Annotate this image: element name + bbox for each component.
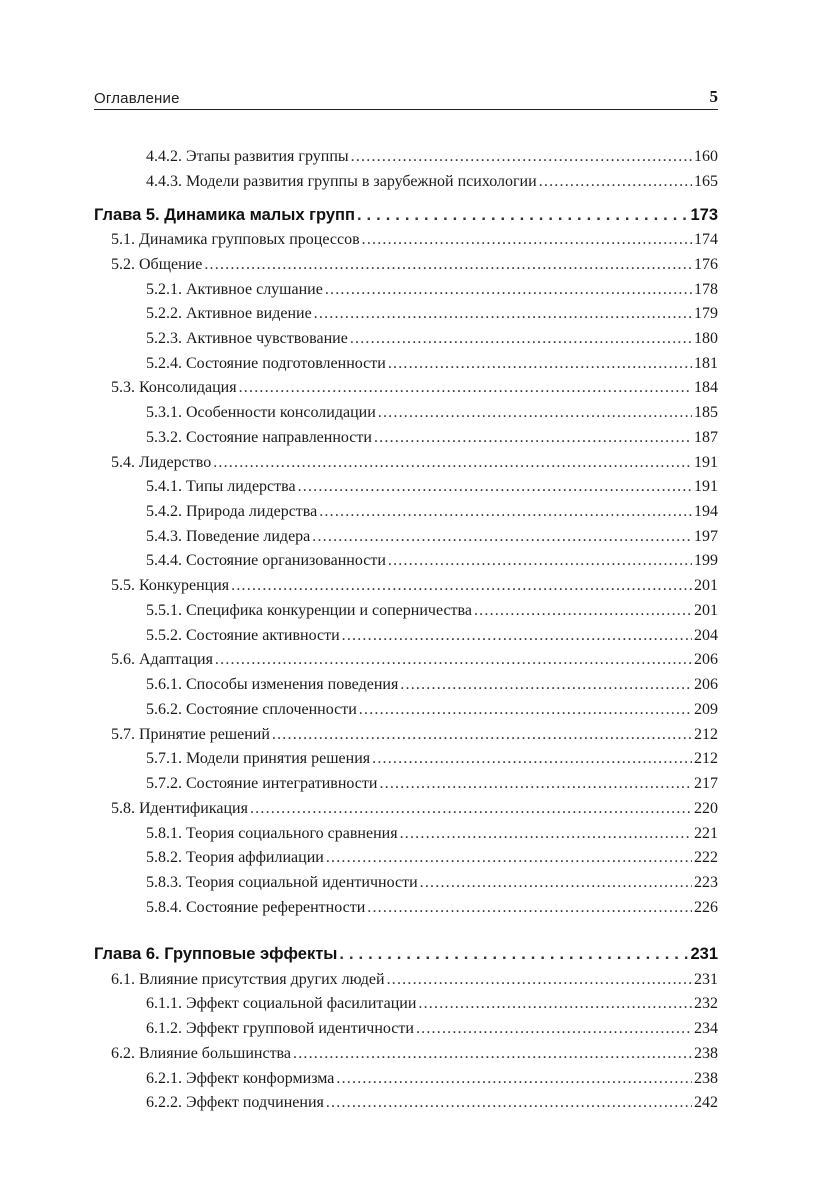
toc-entry[interactable] <box>94 402 718 424</box>
entry-page: 194 <box>694 503 718 520</box>
entry-number: 5.2. <box>111 256 135 273</box>
entry-title: Активное слушание <box>186 281 323 298</box>
page-number: 5 <box>709 87 718 106</box>
dot-leader <box>204 254 692 276</box>
toc-entry[interactable] <box>94 550 718 572</box>
toc-chapter[interactable] <box>94 943 718 965</box>
toc-entry[interactable] <box>94 847 718 869</box>
entry-title: Модели развития группы в зарубежной психологии <box>186 173 537 190</box>
entry-number: 5.8.1. <box>146 825 182 842</box>
entry-title: Эффект социальной фасилитации <box>186 995 417 1012</box>
entry-page: 204 <box>694 627 718 644</box>
dot-leader <box>362 229 692 251</box>
toc-entry[interactable] <box>94 476 718 498</box>
toc-entry[interactable] <box>94 353 718 375</box>
entry-page: 223 <box>694 874 718 891</box>
dot-leader <box>314 303 692 325</box>
toc-entry[interactable] <box>94 773 718 795</box>
entry-title: Модели принятия решения <box>186 750 371 767</box>
dot-leader <box>250 798 692 820</box>
dot-leader <box>372 748 692 770</box>
entry-title: Состояние активности <box>186 627 340 644</box>
dot-leader <box>326 1092 692 1114</box>
dot-leader <box>388 550 692 572</box>
chapter-number: Глава 6. <box>94 945 160 963</box>
entry-number: 5.3.1. <box>146 404 182 421</box>
dot-leader <box>326 847 692 869</box>
entry-number: 5.5.2. <box>146 627 182 644</box>
dot-leader <box>416 1018 692 1040</box>
entry-title: Влияние присутствия других людей <box>139 971 385 988</box>
dot-leader <box>359 699 692 721</box>
entry-page: 221 <box>694 825 718 842</box>
entry-page: 212 <box>694 726 718 743</box>
entry-title: Состояние референтности <box>186 899 366 916</box>
dot-leader <box>351 146 692 168</box>
chapter-number: Глава 5. <box>94 206 160 224</box>
dot-leader <box>357 204 688 226</box>
toc-entry[interactable] <box>94 969 718 991</box>
toc-entry[interactable] <box>94 1092 718 1114</box>
entry-page: 209 <box>694 701 718 718</box>
entry-page: 242 <box>694 1094 718 1111</box>
entry-number: 5.5.1. <box>146 602 182 619</box>
toc-entry[interactable] <box>94 649 718 671</box>
chapter-page: 231 <box>690 945 718 963</box>
toc-chapter[interactable] <box>94 204 718 226</box>
toc-entry[interactable] <box>94 600 718 622</box>
entry-title: Специфика конкуренции и соперничества <box>186 602 472 619</box>
toc-entry[interactable] <box>94 823 718 845</box>
entry-title: Состояние интегративности <box>186 775 378 792</box>
entry-page: 176 <box>694 256 718 273</box>
entry-number: 5.7.1. <box>146 750 182 767</box>
entry-title: Лидерство <box>139 454 212 471</box>
entry-page: 231 <box>694 971 718 988</box>
entry-number: 6.1.2. <box>146 1020 182 1037</box>
entry-page: 160 <box>694 148 718 165</box>
toc-entry[interactable] <box>94 279 718 301</box>
toc-entry[interactable] <box>94 1043 718 1065</box>
entry-title: Адаптация <box>139 651 213 668</box>
dot-leader <box>231 575 692 597</box>
toc-entry[interactable] <box>94 171 718 193</box>
chapter-title: Динамика малых групп <box>164 206 355 224</box>
entry-number: 6.2. <box>111 1045 135 1062</box>
dot-leader <box>350 328 692 350</box>
toc-entry[interactable] <box>94 724 718 746</box>
entry-number: 5.8.4. <box>146 899 182 916</box>
entry-number: 5.2.3. <box>146 330 182 347</box>
dot-leader <box>342 625 692 647</box>
entry-page: 217 <box>694 775 718 792</box>
toc-entry[interactable] <box>94 328 718 350</box>
dot-leader <box>215 649 692 671</box>
entry-title: Идентификация <box>139 800 248 817</box>
chapter-page: 173 <box>690 206 718 224</box>
entry-page: 185 <box>694 404 718 421</box>
entry-number: 5.1. <box>111 231 135 248</box>
entry-title: Конкуренция <box>139 577 230 594</box>
toc-entry[interactable] <box>94 748 718 770</box>
entry-number: 4.4.3. <box>146 173 182 190</box>
entry-number: 5.8.3. <box>146 874 182 891</box>
entry-page: 222 <box>694 849 718 866</box>
entry-page: 197 <box>694 528 718 545</box>
entry-title: Теория аффилиации <box>186 849 324 866</box>
entry-number: 5.2.4. <box>146 355 182 372</box>
toc-entry[interactable] <box>94 427 718 449</box>
dot-leader <box>239 377 692 399</box>
entry-number: 5.7.2. <box>146 775 182 792</box>
entry-page: 206 <box>694 676 718 693</box>
dot-leader <box>336 1068 692 1090</box>
toc-entry[interactable] <box>94 1068 718 1090</box>
toc-entry[interactable] <box>94 897 718 919</box>
entry-page: 184 <box>694 379 718 396</box>
entry-page: 206 <box>694 651 718 668</box>
dot-leader <box>325 279 692 301</box>
dot-leader <box>213 452 692 474</box>
entry-number: 5.6.2. <box>146 701 182 718</box>
entry-page: 212 <box>694 750 718 767</box>
entry-title: Теория социальной идентичности <box>186 874 418 891</box>
entry-title: Консолидация <box>139 379 237 396</box>
entry-number: 5.4.1. <box>146 478 182 495</box>
dot-leader <box>319 501 692 523</box>
toc-entry[interactable] <box>94 526 718 548</box>
entry-number: 6.1.1. <box>146 995 182 1012</box>
entry-title: Особенности консолидации <box>186 404 376 421</box>
entry-title: Состояние направленности <box>186 429 372 446</box>
entry-number: 5.6.1. <box>146 676 182 693</box>
entry-title: Активное видение <box>186 305 312 322</box>
entry-title: Состояние подготовленности <box>186 355 386 372</box>
entry-page: 180 <box>694 330 718 347</box>
entry-number: 5.4. <box>111 454 135 471</box>
entry-number: 5.4.4. <box>146 552 182 569</box>
entry-page: 187 <box>694 429 718 446</box>
dot-leader <box>374 427 692 449</box>
dot-leader <box>418 993 692 1015</box>
dot-leader <box>378 402 692 424</box>
entry-number: 5.7. <box>111 726 135 743</box>
toc-entry[interactable] <box>94 452 718 474</box>
dot-leader <box>387 969 692 991</box>
entry-title: Влияние большинства <box>139 1045 291 1062</box>
entry-page: 238 <box>694 1070 718 1087</box>
entry-title: Эффект конформизма <box>186 1070 335 1087</box>
dot-leader <box>293 1043 692 1065</box>
toc-entry[interactable] <box>94 377 718 399</box>
entry-page: 178 <box>694 281 718 298</box>
dot-leader <box>539 171 692 193</box>
entry-number: 6.2.2. <box>146 1094 182 1111</box>
toc-entry[interactable] <box>94 254 718 276</box>
entry-title: Активное чувствование <box>186 330 348 347</box>
entry-title: Теория социального сравнения <box>186 825 398 842</box>
entry-number: 5.2.2. <box>146 305 182 322</box>
entry-number: 5.3.2. <box>146 429 182 446</box>
entry-title: Способы изменения поведения <box>186 676 399 693</box>
toc-entry[interactable] <box>94 699 718 721</box>
running-head-title: Оглавление <box>94 90 180 107</box>
entry-title: Состояние сплоченности <box>186 701 357 718</box>
toc-entry[interactable] <box>94 872 718 894</box>
entry-number: 4.4.2. <box>146 148 182 165</box>
entry-number: 5.3. <box>111 379 135 396</box>
entry-number: 6.1. <box>111 971 135 988</box>
entry-page: 165 <box>694 173 718 190</box>
entry-title: Природа лидерства <box>186 503 318 520</box>
dot-leader <box>298 476 692 498</box>
entry-page: 201 <box>694 602 718 619</box>
entry-page: 201 <box>694 577 718 594</box>
toc-entry[interactable] <box>94 625 718 647</box>
entry-title: Состояние организованности <box>186 552 386 569</box>
entry-page: 226 <box>694 899 718 916</box>
dot-leader <box>400 823 692 845</box>
dot-leader <box>312 526 692 548</box>
dot-leader <box>388 353 692 375</box>
dot-leader <box>339 943 688 965</box>
entry-page: 220 <box>694 800 718 817</box>
entry-page: 238 <box>694 1045 718 1062</box>
toc-entry[interactable] <box>94 303 718 325</box>
entry-title: Эффект групповой идентичности <box>186 1020 414 1037</box>
entry-page: 174 <box>694 231 718 248</box>
entry-page: 179 <box>694 305 718 322</box>
entry-number: 5.8.2. <box>146 849 182 866</box>
entry-title: Динамика групповых процессов <box>139 231 360 248</box>
entry-page: 234 <box>694 1020 718 1037</box>
entry-number: 5.4.3. <box>146 528 182 545</box>
toc-entry[interactable] <box>94 146 718 168</box>
toc-entry[interactable] <box>94 993 718 1015</box>
entry-page: 232 <box>694 995 718 1012</box>
entry-title: Эффект подчинения <box>186 1094 324 1111</box>
toc-entry[interactable] <box>94 501 718 523</box>
toc-entry[interactable] <box>94 229 718 251</box>
dot-leader <box>367 897 692 919</box>
dot-leader <box>400 674 692 696</box>
entry-page: 191 <box>694 478 718 495</box>
dot-leader <box>379 773 692 795</box>
entry-page: 181 <box>694 355 718 372</box>
entry-number: 5.2.1. <box>146 281 182 298</box>
entry-title: Типы лидерства <box>186 478 296 495</box>
entry-number: 5.5. <box>111 577 135 594</box>
entry-number: 5.8. <box>111 800 135 817</box>
running-head <box>94 86 718 110</box>
toc-entry[interactable] <box>94 575 718 597</box>
toc-entry[interactable] <box>94 798 718 820</box>
entry-number: 5.4.2. <box>146 503 182 520</box>
dot-leader <box>272 724 692 746</box>
entry-number: 5.6. <box>111 651 135 668</box>
entry-page: 199 <box>694 552 718 569</box>
entry-title: Этапы развития группы <box>186 148 349 165</box>
toc-entry[interactable] <box>94 1018 718 1040</box>
dot-leader <box>474 600 692 622</box>
entry-title: Принятие решений <box>139 726 270 743</box>
dot-leader <box>420 872 692 894</box>
entry-title: Общение <box>139 256 203 273</box>
chapter-title: Групповые эффекты <box>164 945 338 963</box>
entry-page: 191 <box>694 454 718 471</box>
entry-number: 6.2.1. <box>146 1070 182 1087</box>
toc-entry[interactable] <box>94 674 718 696</box>
entry-title: Поведение лидера <box>186 528 311 545</box>
